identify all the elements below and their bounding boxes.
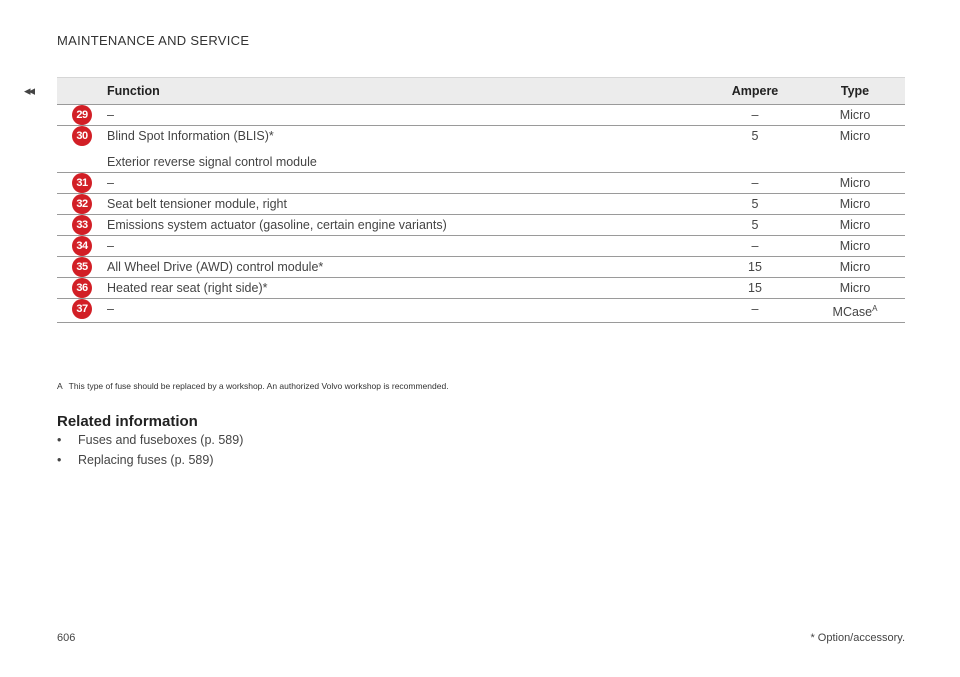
type-cell xyxy=(805,257,905,278)
fuse-number-badge: 35 xyxy=(72,257,92,277)
function-cell xyxy=(107,299,705,323)
function-text: – xyxy=(107,108,114,122)
type-text: Micro xyxy=(839,108,871,122)
type-cell xyxy=(805,105,905,126)
footnote-reference: A xyxy=(872,304,878,313)
footnote-text: This type of fuse should be replaced by a workshop. An authorized Volvo workshop is recommended. xyxy=(68,381,449,391)
function-cell xyxy=(107,173,705,194)
type-cell xyxy=(805,299,905,323)
table-row xyxy=(57,257,905,278)
table-row xyxy=(57,173,905,194)
table-row xyxy=(57,105,905,126)
type-text: Micro xyxy=(839,218,871,232)
function-text: All Wheel Drive (AWD) control module* xyxy=(107,260,324,274)
table-row xyxy=(57,194,905,215)
header-function: Function xyxy=(107,78,705,105)
fuse-number-cell xyxy=(57,126,107,173)
double-chevron-left-icon[interactable]: ◂◂ xyxy=(24,83,34,98)
table-row xyxy=(57,278,905,299)
ampere-cell: 15 xyxy=(705,278,805,299)
type-text: Micro xyxy=(839,260,871,274)
type-text: Micro xyxy=(839,281,871,295)
table-header-row xyxy=(57,78,905,105)
table-row xyxy=(57,299,905,323)
ampere-cell: – xyxy=(705,299,805,323)
type-text: Micro xyxy=(839,176,871,190)
fuse-number-badge: 34 xyxy=(72,236,92,256)
section-title: MAINTENANCE AND SERVICE xyxy=(57,33,250,48)
table-row xyxy=(57,126,905,173)
fuse-number-cell xyxy=(57,299,107,323)
page-number: 606 xyxy=(57,632,76,644)
bullet-icon: • xyxy=(57,453,62,467)
type-cell xyxy=(805,278,905,299)
function-text: Exterior reverse signal control module xyxy=(107,155,317,169)
header-type: Type xyxy=(805,78,905,105)
fuse-number-cell xyxy=(57,173,107,194)
fuse-number-cell xyxy=(57,105,107,126)
related-link-label[interactable]: Fuses and fuseboxes (p. 589) xyxy=(78,433,244,447)
ampere-cell: 15 xyxy=(705,257,805,278)
header-number xyxy=(57,78,107,105)
type-text: Micro xyxy=(839,239,871,253)
function-text: Emissions system actuator (gasoline, certain engine variants) xyxy=(107,218,447,232)
type-cell xyxy=(805,173,905,194)
type-text: Micro xyxy=(839,197,871,211)
function-cell xyxy=(107,278,705,299)
related-links-list xyxy=(57,430,243,470)
footnote xyxy=(57,381,449,391)
function-cell xyxy=(107,215,705,236)
table-row xyxy=(57,215,905,236)
fuse-table xyxy=(57,77,905,323)
function-text: Blind Spot Information (BLIS)* xyxy=(107,129,274,143)
fuse-number-cell xyxy=(57,257,107,278)
type-cell xyxy=(805,194,905,215)
fuse-number-badge: 31 xyxy=(72,173,92,193)
ampere-cell: 5 xyxy=(705,215,805,236)
function-text: Heated rear seat (right side)* xyxy=(107,281,268,295)
footnote-mark: A xyxy=(57,381,63,391)
fuse-number-badge: 30 xyxy=(72,126,92,146)
function-cell xyxy=(107,126,705,173)
fuse-number-badge: 36 xyxy=(72,278,92,298)
function-cell xyxy=(107,105,705,126)
fuse-table-body xyxy=(57,105,905,323)
type-cell xyxy=(805,236,905,257)
fuse-number-cell xyxy=(57,194,107,215)
function-text: – xyxy=(107,302,114,316)
related-link-label[interactable]: Replacing fuses (p. 589) xyxy=(78,453,214,467)
type-text: Micro xyxy=(839,129,871,143)
related-link[interactable] xyxy=(57,430,243,450)
function-text: – xyxy=(107,176,114,190)
fuse-number-badge: 33 xyxy=(72,215,92,235)
option-accessory-note: * Option/accessory. xyxy=(810,632,905,644)
fuse-number-cell xyxy=(57,215,107,236)
fuse-number-cell xyxy=(57,236,107,257)
function-cell xyxy=(107,236,705,257)
ampere-cell: – xyxy=(705,105,805,126)
ampere-cell: – xyxy=(705,173,805,194)
fuse-number-badge: 29 xyxy=(72,105,92,125)
fuse-number-badge: 37 xyxy=(72,299,92,319)
header-ampere: Ampere xyxy=(705,78,805,105)
function-text: – xyxy=(107,239,114,253)
ampere-cell: 5 xyxy=(705,194,805,215)
related-link[interactable] xyxy=(57,450,243,470)
function-cell xyxy=(107,194,705,215)
type-cell xyxy=(805,126,905,173)
fuse-number-badge: 32 xyxy=(72,194,92,214)
related-information-heading: Related information xyxy=(57,413,198,430)
fuse-number-cell xyxy=(57,278,107,299)
ampere-cell: – xyxy=(705,236,805,257)
type-text: MCase xyxy=(832,305,873,320)
ampere-cell: 5 xyxy=(705,126,805,173)
function-cell xyxy=(107,257,705,278)
bullet-icon: • xyxy=(57,433,62,447)
type-cell xyxy=(805,215,905,236)
function-text: Seat belt tensioner module, right xyxy=(107,197,287,211)
table-row xyxy=(57,236,905,257)
